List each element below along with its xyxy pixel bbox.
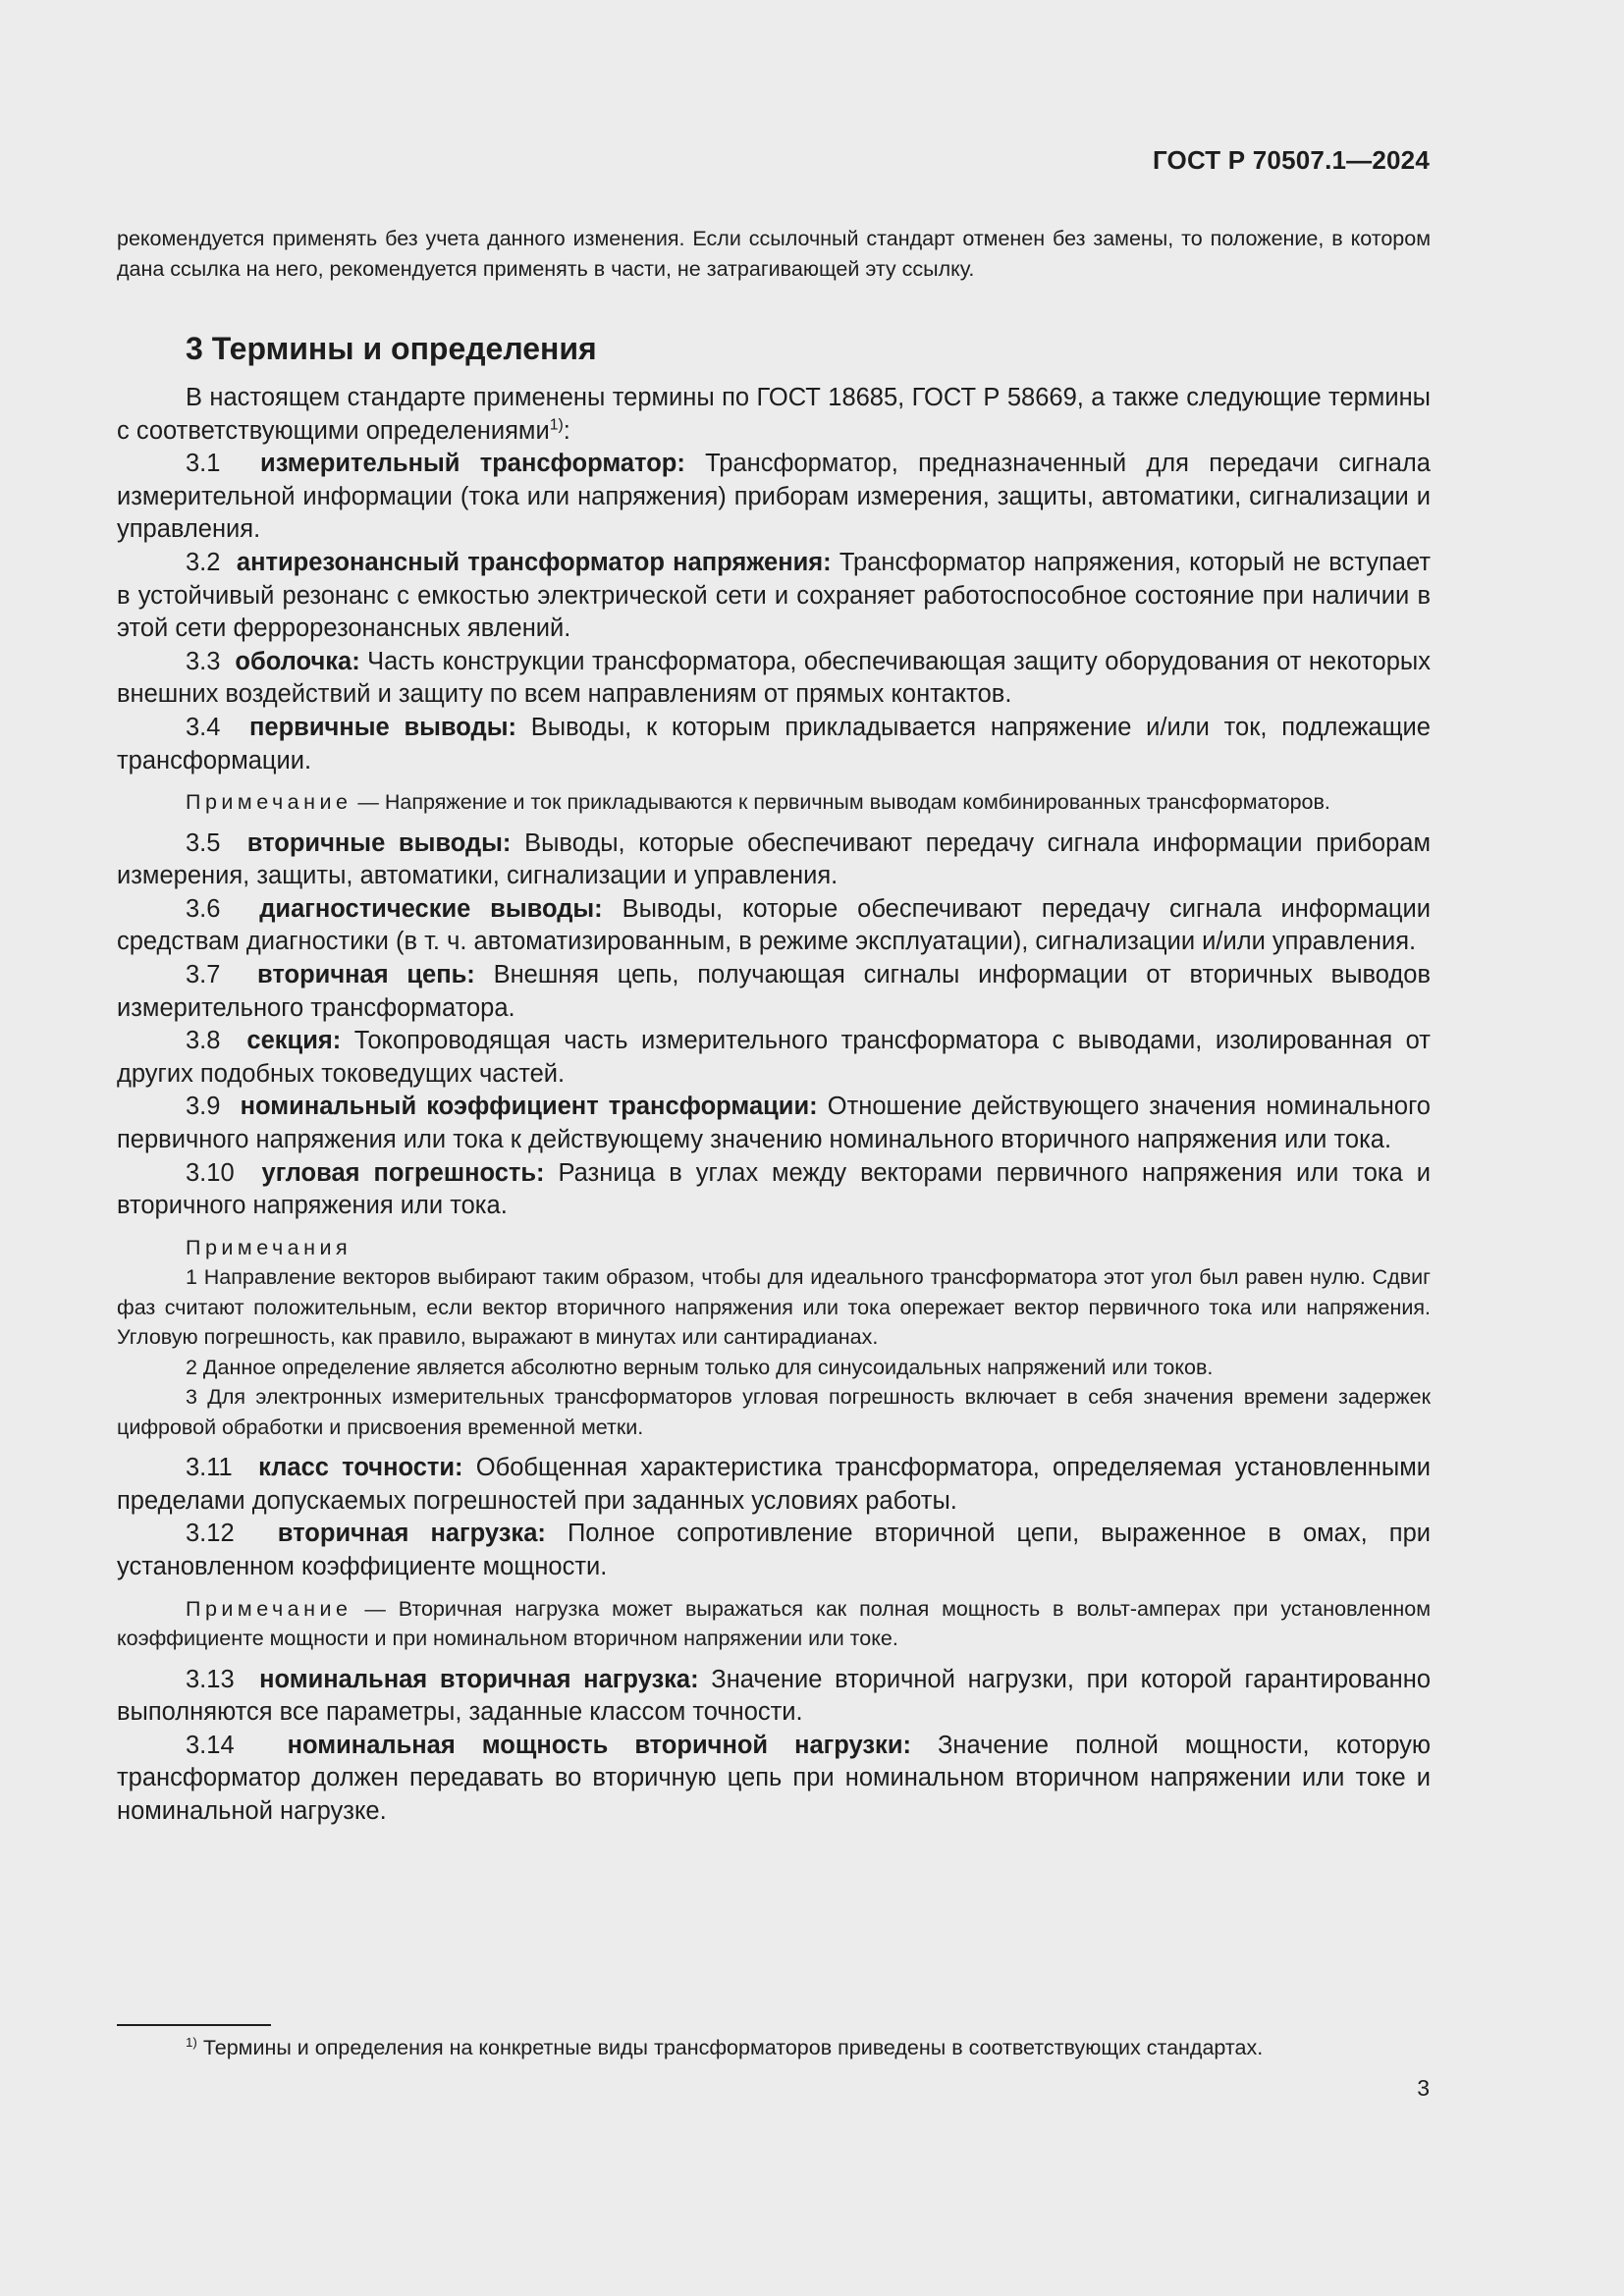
term-number: 3.11 (186, 1454, 233, 1482)
term-definition: Значение полной мощности, которую трансформатор должен передавать во вторичную цепь при номинальном вторичном напряжении или токе и номинальной нагрузке. (117, 1731, 1431, 1825)
term-number: 3.4 (186, 713, 221, 741)
term-number: 3.12 (186, 1520, 235, 1548)
term-definition: Обобщенная характеристика трансформатора, определяемая установленными пределами допускаемых погрешностей при заданных условиях работы. (117, 1454, 1431, 1515)
term-entry (117, 712, 1431, 777)
note-text: — Вторичная нагрузка может выражаться как полная мощность в вольт-амперах при установленном коэффициенте мощности и при номинальном вторичном напряжении или токе. (117, 1596, 1431, 1651)
footnote-text: Термины и определения на конкретные виды трансформаторов приведены в соответствующих стандартах. (202, 2036, 1264, 2059)
section-title: 3 Термины и определения (186, 331, 597, 366)
term-entry (117, 1025, 1431, 1091)
term-definition: Токопроводящая часть измерительного трансформатора с выводами, изолированная от других подобных токоведущих частей. (117, 1027, 1431, 1088)
term-definition: Выводы, которые обеспечивают передачу сигнала информации приборам измерения, защиты, автоматики, сигнализации и управления. (117, 828, 1432, 890)
term-name: первичные выводы: (249, 713, 516, 741)
term-number: 3.13 (186, 1665, 235, 1693)
term-name: антирезонансный трансформатор напряжения: (236, 548, 832, 576)
term-number: 3.10 (186, 1158, 235, 1187)
term-definition: Разница в углах между векторами первичного напряжения или тока и вторичного напряжения или тока. (117, 1158, 1432, 1220)
note-label: Примечание (186, 790, 352, 815)
term-definition: Выводы, которые обеспечивают передачу сигнала информации средствам диагностики (в т. ч. автоматизированным, в режиме эксплуатации), сигнализации и/или управления. (117, 894, 1431, 956)
term-name: оболочка: (235, 647, 360, 675)
term-entry (117, 646, 1431, 712)
note-item: 2 Данное определение является абсолютно верным только для синусоидальных напряжений или токов. (186, 1355, 1214, 1379)
term-name: класс точности: (258, 1454, 463, 1482)
term-definition: Часть конструкции трансформатора, обеспечивающая защиту оборудования от некоторых внешних воздействий и защиту по всем направлениям от прямых контактов. (117, 647, 1432, 709)
term-name: номинальная вторичная нагрузка: (259, 1665, 699, 1693)
section-lead-end: : (563, 416, 570, 445)
term-number: 3.5 (186, 828, 221, 857)
notes-heading (117, 1233, 1431, 1263)
page-content (117, 224, 1431, 1829)
term-definition: Отношение действующего значения номинального первичного напряжения или тока к действующему значению номинального вторичного напряжения или тока. (117, 1093, 1431, 1153)
section-lead-text: В настоящем стандарте применены термины по ГОСТ 18685, ГОСТ Р 58669, а также следующие термины с соответствующими определениями (117, 384, 1431, 445)
footnote-mark: 1) (186, 2034, 197, 2050)
document-id-header: ГОСТ Р 70507.1—2024 (1152, 145, 1430, 175)
term-entry (117, 448, 1431, 547)
note-item: 3 Для электронных измерительных трансформаторов угловая погрешность включает в себя значения времени задержек цифровой обработки и присвоения временной метки. (117, 1385, 1431, 1439)
term-entry (117, 547, 1431, 646)
term-name: диагностические выводы: (259, 894, 603, 923)
term-entry (117, 893, 1431, 959)
footnote-divider (117, 2024, 271, 2026)
term-definition: Значение вторичной нагрузки, при которой гарантированно выполняются все параметры, заданные классом точности. (117, 1665, 1432, 1727)
note-paragraph (117, 787, 1431, 818)
term-entry (117, 1730, 1431, 1829)
term-name: секция: (246, 1027, 342, 1055)
intro-continuation: рекомендуется применять без учета данного изменения. Если ссылочный стандарт отменен без замены, то положение, в котором дана ссылка на него, рекомендуется применять в части, не затрагивающей эту ссылку. (117, 227, 1431, 281)
term-number: 3.8 (186, 1027, 221, 1055)
section-lead (117, 382, 1431, 448)
term-number: 3.2 (186, 548, 221, 576)
note-label: Примечание (186, 1596, 352, 1621)
term-name: вторичная цепь: (257, 961, 475, 988)
page-number: 3 (1417, 2075, 1430, 2101)
term-definition: Трансформатор, предназначенный для передачи сигнала измерительной информации (тока или напряжения) приборам измерения, защиты, автоматики, сигнализации и управления. (117, 450, 1431, 544)
note-text: — Напряжение и ток прикладываются к первичным выводам комбинированных трансформаторов. (352, 790, 1330, 815)
term-definition: Внешняя цепь, получающая сигналы информации от вторичных выводов измерительного трансформатора. (117, 961, 1432, 1022)
term-entry (117, 828, 1431, 893)
term-entry (117, 959, 1431, 1025)
term-name: угловая погрешность: (261, 1158, 545, 1187)
term-entry (117, 1157, 1431, 1223)
footnote-ref: 1) (549, 416, 564, 434)
term-name: номинальный коэффициент трансформации: (240, 1093, 818, 1121)
term-name: измерительный трансформатор: (260, 450, 685, 478)
term-number: 3.3 (186, 647, 221, 675)
term-number: 3.14 (186, 1731, 235, 1759)
term-entry (117, 1518, 1431, 1583)
term-entry (117, 1091, 1431, 1156)
footnote (117, 2033, 1431, 2062)
term-definition: Полное сопротивление вторичной цепи, выраженное в омах, при установленном коэффициенте мощности. (117, 1520, 1431, 1581)
term-definition: Трансформатор напряжения, который не вступает в устойчивый резонанс с емкостью электрической сети и сохраняет работоспособное состояние при наличии в этой сети феррорезонансных явлений. (117, 548, 1432, 643)
term-number: 3.6 (186, 894, 221, 923)
note-paragraph (117, 1594, 1431, 1654)
term-name: вторичные выводы: (246, 828, 512, 857)
term-entry (117, 1664, 1431, 1730)
term-name: номинальная мощность вторичной нагрузки: (287, 1731, 911, 1759)
term-definition: Выводы, к которым прикладывается напряжение и/или ток, подлежащие трансформации. (117, 713, 1431, 774)
term-entry (117, 1452, 1431, 1518)
term-number: 3.1 (186, 450, 221, 478)
term-number: 3.9 (186, 1093, 221, 1121)
term-number: 3.7 (186, 961, 221, 988)
term-name: вторичная нагрузка: (277, 1520, 546, 1548)
notes-label: Примечания (186, 1235, 352, 1259)
note-item: 1 Направление векторов выбирают таким образом, чтобы для идеального трансформатора этот угол был равен нулю. Сдвиг фаз считают положительным, если вектор вторичного напряжения или тока опережает вектор первичного тока или напряжения. Угловую погрешность, как правило, выражают в минутах или сантирадианах. (117, 1265, 1431, 1350)
